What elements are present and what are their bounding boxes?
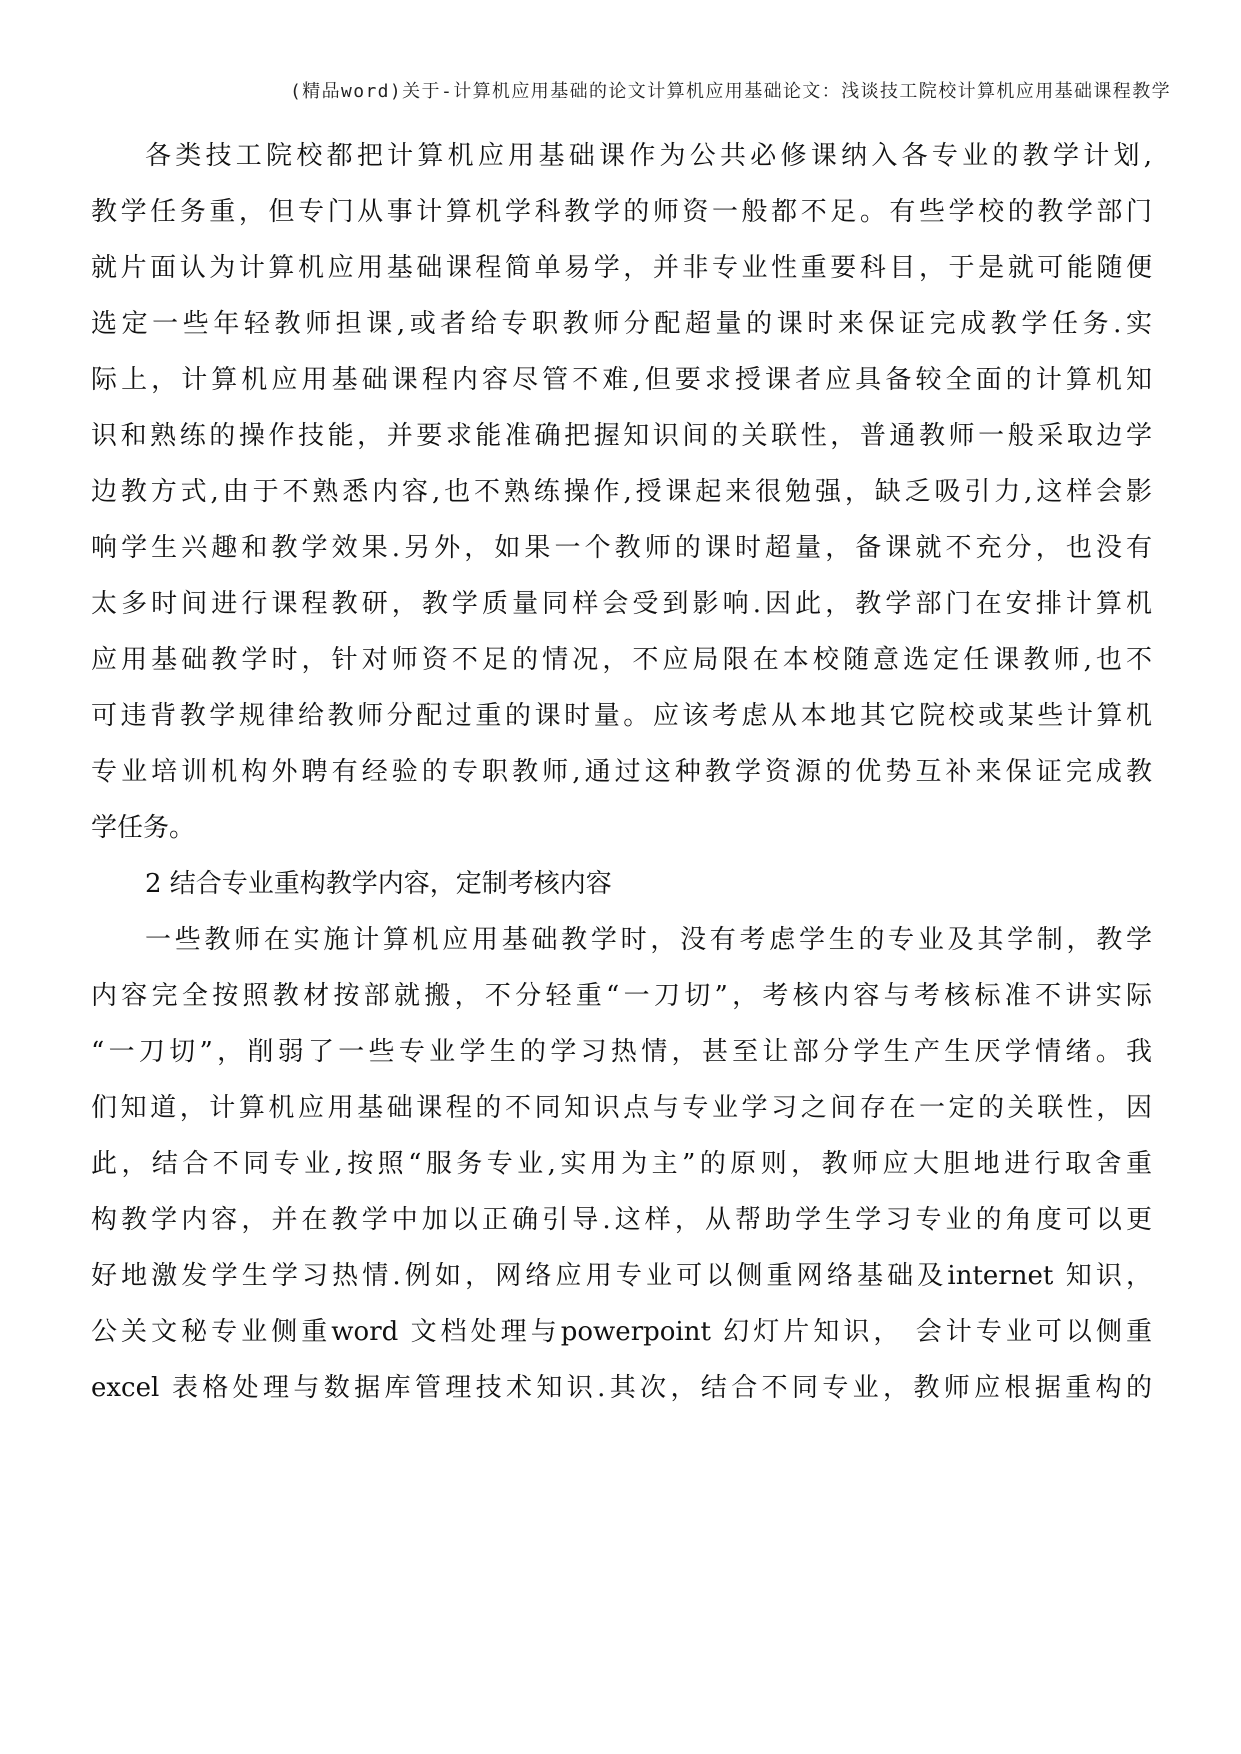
page-header: (精品word)关于-计算机应用基础的论文计算机应用基础论文：浅谈技工院校计算机应用基础课程教学: [289, 81, 1171, 102]
text-line: 各类技工院校都把计算机应用基础课作为公共必修课纳入各专业的教学计划,: [145, 141, 1152, 171]
paragraph-2: [91, 912, 1152, 1416]
text-line: 可违背教学规律给教师分配过重的课时量。应该考虑从本地其它院校或某些计算机: [91, 701, 1152, 731]
text-line: 们知道，计算机应用基础课程的不同知识点与专业学习之间存在一定的关联性，因: [91, 1093, 1152, 1123]
text-line: 响学生兴趣和教学效果.另外，如果一个教师的课时超量，备课就不充分，也没有: [91, 533, 1152, 563]
text-line: 太多时间进行课程教研，教学质量同样会受到影响.因此，教学部门在安排计算机: [91, 589, 1152, 619]
text-line: 一些教师在实施计算机应用基础教学时，没有考虑学生的专业及其学制，教学: [145, 925, 1152, 955]
text-line: 识和熟练的操作技能，并要求能准确把握知识间的关联性，普通教师一般采取边学: [91, 421, 1152, 451]
text-line: 应用基础教学时，针对师资不足的情况，不应局限在本校随意选定任课教师,也不: [91, 645, 1152, 675]
text-line: “一刀切”，削弱了一些专业学生的学习热情，甚至让部分学生产生厌学情绪。我: [91, 1037, 1152, 1067]
text-line: 构教学内容，并在教学中加以正确引导.这样，从帮助学生学习专业的角度可以更: [91, 1205, 1152, 1235]
text-line: 就片面认为计算机应用基础课程简单易学，并非专业性重要科目，于是就可能随便: [91, 253, 1152, 283]
text-line: 专业培训机构外聘有经验的专职教师,通过这种教学资源的优势互补来保证完成教: [91, 757, 1152, 787]
text-line: 学任务。: [91, 813, 196, 843]
text-line: 内容完全按照教材按部就搬，不分轻重“一刀切”，考核内容与考核标准不讲实际: [91, 981, 1152, 1011]
paragraph-1: [91, 128, 1152, 856]
section-2-heading: [91, 856, 1152, 912]
text-line: excel 表格处理与数据库管理技术知识.其次，结合不同专业，教师应根据重构的: [91, 1373, 1152, 1403]
text-line: 好地激发学生学习热情.例如，网络应用专业可以侧重网络基础及internet 知识，: [91, 1261, 1152, 1291]
document-body: [91, 128, 1152, 1416]
text-line: 教学任务重，但专门从事计算机学科教学的师资一般都不足。有些学校的教学部门: [91, 197, 1152, 227]
text-line: 公关文秘专业侧重word 文档处理与powerpoint 幻灯片知识， 会计专业可以侧重: [91, 1317, 1152, 1347]
text-line: 边教方式,由于不熟悉内容,也不熟练操作,授课起来很勉强，缺乏吸引力,这样会影: [91, 477, 1152, 507]
text-line: 此，结合不同专业,按照“服务专业,实用为主”的原则，教师应大胆地进行取舍重: [91, 1149, 1152, 1179]
text-line: 际上，计算机应用基础课程内容尽管不难,但要求授课者应具备较全面的计算机知: [91, 365, 1152, 395]
section-heading-text: 2 结合专业重构教学内容，定制考核内容: [145, 869, 612, 899]
text-line: 选定一些年轻教师担课,或者给专职教师分配超量的课时来保证完成教学任务.实: [91, 309, 1152, 339]
